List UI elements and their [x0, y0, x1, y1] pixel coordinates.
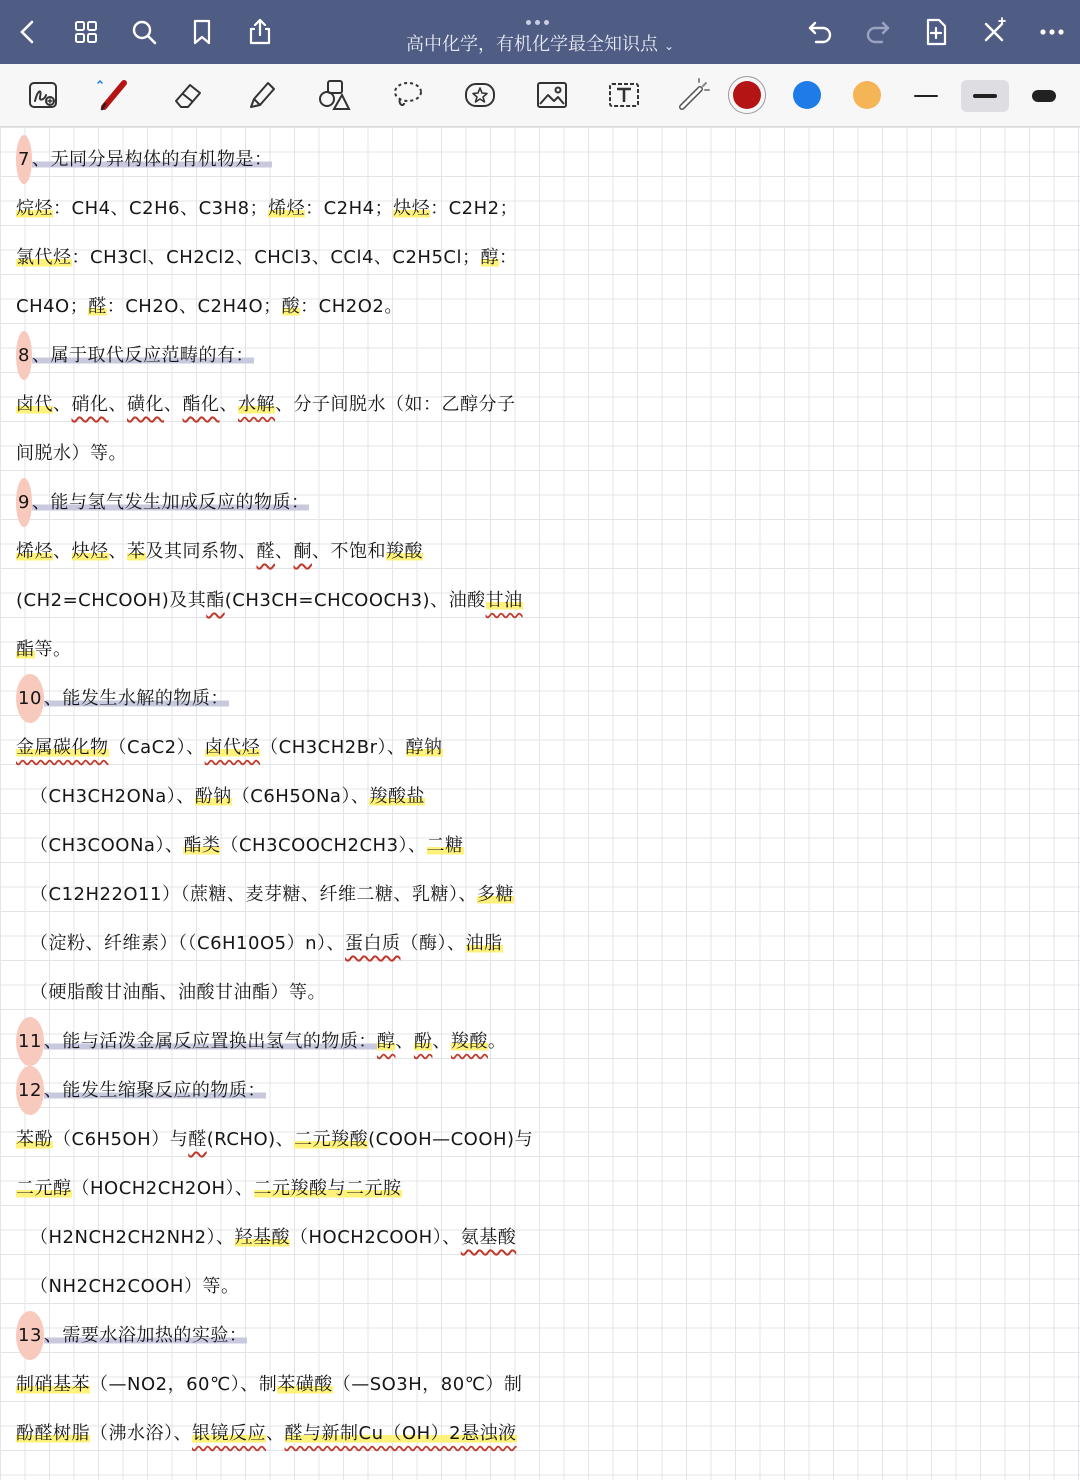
highlighted-term: 卤代 [16, 394, 53, 415]
highlighted-term: 羟基酸 [234, 1227, 291, 1248]
highlighted-term: 羧酸 [450, 1031, 488, 1052]
highlighted-term: 酚钠 [194, 786, 232, 807]
drawing-toolbar [0, 64, 1080, 127]
highlighted-term: 烯烃 [268, 198, 306, 219]
note-text: ： [499, 247, 518, 268]
sticker-icon[interactable] [460, 75, 500, 115]
note-text: ：C2H4； [305, 198, 394, 219]
note-text: ：CH3Cl、CH2Cl2、CHCl3、CCl4、C2H5Cl； [71, 247, 481, 268]
stroke-width-thick[interactable] [1020, 80, 1068, 112]
highlighted-term: 酯类 [183, 835, 221, 856]
note-text: 及其同系物、 [145, 541, 257, 562]
heading-11 [16, 1017, 1070, 1066]
underlined-term: 酯化 [182, 394, 220, 415]
note-line [16, 184, 1070, 233]
highlighted-term: 二糖 [426, 835, 464, 856]
lasso-zoom-icon[interactable] [24, 75, 64, 115]
highlighted-term: 二元醇 [16, 1178, 72, 1199]
note-text: 、 [53, 394, 72, 415]
heading-number: 11 [16, 1017, 44, 1066]
highlighted-term: 水解 [238, 394, 275, 415]
heading-number: 7 [16, 135, 32, 184]
note-text: （HOCH2CH2OH）、 [71, 1178, 254, 1199]
highlighted-term: 金属碳化物 [16, 737, 109, 758]
highlighted-term: 烯烃 [16, 541, 53, 562]
note-line [16, 625, 1070, 674]
highlighted-term: 多糖 [476, 884, 514, 905]
note-line [16, 821, 1070, 870]
note-text: 等。 [34, 639, 72, 660]
note-line [16, 282, 1070, 331]
highlighted-term: 醇 [376, 1031, 396, 1052]
note-text: 、不饱和 [312, 541, 386, 562]
highlighted-term: 甘油 [485, 590, 523, 611]
close-icon[interactable] [976, 14, 1012, 50]
underlined-term: 氨基酸 [460, 1227, 517, 1248]
note-text: 、分子间脱水（如：乙醇分子 [275, 394, 516, 415]
stroke-width-medium[interactable] [961, 80, 1009, 112]
heading-13 [16, 1311, 1070, 1360]
highlighted-term: 酚醛树脂 [16, 1423, 90, 1444]
top-navigation-bar [0, 0, 1080, 64]
search-icon[interactable] [126, 14, 162, 50]
redo-icon[interactable] [860, 14, 896, 50]
color-swatch-blue[interactable] [793, 81, 821, 109]
note-text: （H2NCH2CH2NH2）、 [30, 1227, 235, 1248]
note-text: 、 [108, 394, 127, 415]
highlighted-term: 苯磺酸 [277, 1374, 333, 1395]
highlighted-term: 制硝基苯 [16, 1374, 90, 1395]
color-swatch-red[interactable] [733, 81, 761, 109]
note-text: （HOCH2COOH）、 [290, 1227, 461, 1248]
note-text: （CaC2）、 [108, 737, 205, 758]
heading-12 [16, 1066, 1070, 1115]
note-line [16, 1409, 1070, 1458]
text-icon[interactable] [604, 75, 644, 115]
highlighted-term: 醛与新制Cu（OH）2悬浊液 [284, 1423, 517, 1444]
heading-number: 10 [16, 674, 44, 723]
add-page-icon[interactable] [918, 14, 954, 50]
underlined-term: 醛 [256, 541, 275, 562]
highlighted-term: 二元羧酸 [294, 1129, 369, 1150]
note-line [16, 233, 1070, 282]
highlighted-term: 氯代烃 [16, 247, 72, 268]
underlined-term: 硝化 [71, 394, 109, 415]
note-text: （—NO2，60℃）、制 [90, 1374, 278, 1395]
note-text: 、 [219, 394, 238, 415]
note-text: ：CH2O2。 [300, 296, 403, 317]
note-text: （硬脂酸甘油酯、油酸甘油酯）等。 [30, 982, 326, 1003]
highlighted-term: 炔烃 [393, 198, 431, 219]
heading-text: 、能与活泼金属反应置换出氢气的物质： [43, 1031, 377, 1052]
highlighted-term: 油脂 [465, 933, 503, 954]
notebook-page[interactable] [0, 127, 1080, 1480]
note-line [16, 919, 1070, 968]
shapes-icon[interactable] [314, 75, 354, 115]
heading-7 [16, 135, 1070, 184]
note-text: （CH3CH2ONa）、 [30, 786, 195, 807]
image-icon[interactable] [532, 75, 572, 115]
note-line [16, 429, 1070, 478]
color-swatch-orange[interactable] [853, 81, 881, 109]
note-line [16, 1115, 1070, 1164]
heading-text: 、能与氢气发生加成反应的物质： [31, 492, 310, 513]
note-text: (CH3CH=CHCOOCH3)、油酸 [224, 590, 486, 611]
note-text: 、 [266, 1423, 285, 1444]
note-text: （C6H5OH）与 [53, 1129, 189, 1150]
highlighted-term: 醇钠 [405, 737, 443, 758]
note-text: 、 [53, 541, 72, 562]
highlighted-term: 羧酸 [386, 541, 423, 562]
heading-number: 8 [16, 331, 32, 380]
note-text: （NH2CH2COOH）等。 [30, 1276, 240, 1297]
note-text: 、 [395, 1031, 414, 1052]
underlined-term: 蛋白质 [345, 933, 401, 954]
highlighted-term: 苯 [127, 541, 146, 562]
highlighted-term: 酚 [413, 1031, 433, 1052]
title-dropdown-icon[interactable]: ⌄ [663, 39, 675, 53]
eraser-icon[interactable] [168, 75, 208, 115]
note-text: （—SO3H，80℃）制 [332, 1374, 523, 1395]
note-line [16, 1360, 1070, 1409]
note-line [16, 772, 1070, 821]
note-text: 、 [432, 1031, 451, 1052]
note-text: 、 [108, 541, 127, 562]
underlined-term: 酮 [293, 541, 312, 562]
note-text: （酶）、 [400, 933, 466, 954]
handwritten-notes [16, 135, 1070, 1458]
highlighted-term: 醇 [480, 247, 499, 268]
note-line [16, 1213, 1070, 1262]
note-text: 。 [487, 1031, 507, 1052]
note-text: 间脱水）等。 [16, 443, 127, 464]
note-text: （C6H5ONa）、 [231, 786, 370, 807]
note-line [16, 968, 1070, 1017]
back-chevron-icon[interactable] [10, 14, 46, 50]
highlighted-term: 二元羧酸与二元胺 [253, 1178, 402, 1199]
note-text: （CH3CH2Br）、 [260, 737, 406, 758]
note-line [16, 870, 1070, 919]
highlighted-term: 醛 [88, 296, 107, 317]
lasso-icon[interactable] [388, 75, 428, 115]
highlighted-term: 酯 [16, 639, 35, 660]
note-line [16, 1164, 1070, 1213]
underlined-term: 酯 [206, 590, 225, 611]
bookmark-icon[interactable] [184, 14, 220, 50]
note-line [16, 527, 1070, 576]
heading-text: 、能发生水解的物质： [43, 688, 229, 709]
grid-icon[interactable] [68, 14, 104, 50]
highlighted-term: 羧酸盐 [369, 786, 425, 807]
note-text: ：C2H2； [430, 198, 519, 219]
underlined-term: 磺化 [127, 394, 164, 415]
note-text: (RCHO)、 [206, 1129, 295, 1150]
heading-text: 、需要水浴加热的实验： [43, 1325, 248, 1346]
heading-text: 、属于取代反应范畴的有： [31, 345, 254, 366]
note-line [16, 380, 1070, 429]
heading-9 [16, 478, 1070, 527]
note-text: (COOH—COOH)与 [368, 1129, 534, 1150]
highlighted-term: 酸 [281, 296, 301, 317]
note-text: (CH2=CHCOOH)及其 [16, 590, 207, 611]
note-text: （CH3COONa）、 [30, 835, 184, 856]
heading-number: 9 [16, 478, 32, 527]
heading-8 [16, 331, 1070, 380]
highlighted-term: 烷烃 [16, 198, 53, 219]
undo-icon[interactable] [802, 14, 838, 50]
document-title[interactable] [340, 30, 740, 56]
highlighter-icon[interactable] [242, 75, 282, 115]
note-text: （沸水浴）、 [90, 1423, 192, 1444]
underlined-term: 醛 [188, 1129, 207, 1150]
note-text: CH4O； [16, 296, 89, 317]
highlighted-term: 卤代烃 [204, 737, 261, 758]
highlighted-term: 炔烃 [71, 541, 109, 562]
share-icon[interactable] [242, 14, 278, 50]
heading-text: 、无同分异构体的有机物是： [31, 149, 273, 170]
note-line [16, 576, 1070, 625]
note-line [16, 723, 1070, 772]
more-icon[interactable] [1034, 14, 1070, 50]
heading-text: 、能发生缩聚反应的物质： [43, 1080, 266, 1101]
stroke-width-thin[interactable] [902, 80, 950, 112]
heading-number: 13 [16, 1311, 44, 1360]
drag-handle[interactable] [524, 10, 556, 16]
note-text: 、 [275, 541, 294, 562]
note-text: ：CH4、C2H6、C3H8； [53, 198, 269, 219]
note-text: （CH3COOCH2CH3）、 [220, 835, 427, 856]
heading-10 [16, 674, 1070, 723]
note-text: ：CH2O、C2H4O； [106, 296, 282, 317]
note-text: 、 [164, 394, 183, 415]
note-line [16, 1262, 1070, 1311]
note-text: （淀粉、纤维素）（（C6H10O5）n）、 [30, 933, 345, 954]
highlighted-term: 银镜反应 [192, 1423, 266, 1444]
pen-icon[interactable] [94, 75, 134, 115]
document-title-text: 高中化学，有机化学最全知识点 [405, 34, 658, 55]
heading-number: 12 [16, 1066, 44, 1115]
note-text: （C12H22O11）（蔗糖、麦芽糖、纤维二糖、乳糖）、 [30, 884, 477, 905]
laser-pointer-icon[interactable] [674, 75, 714, 115]
highlighted-term: 苯酚 [16, 1129, 53, 1150]
